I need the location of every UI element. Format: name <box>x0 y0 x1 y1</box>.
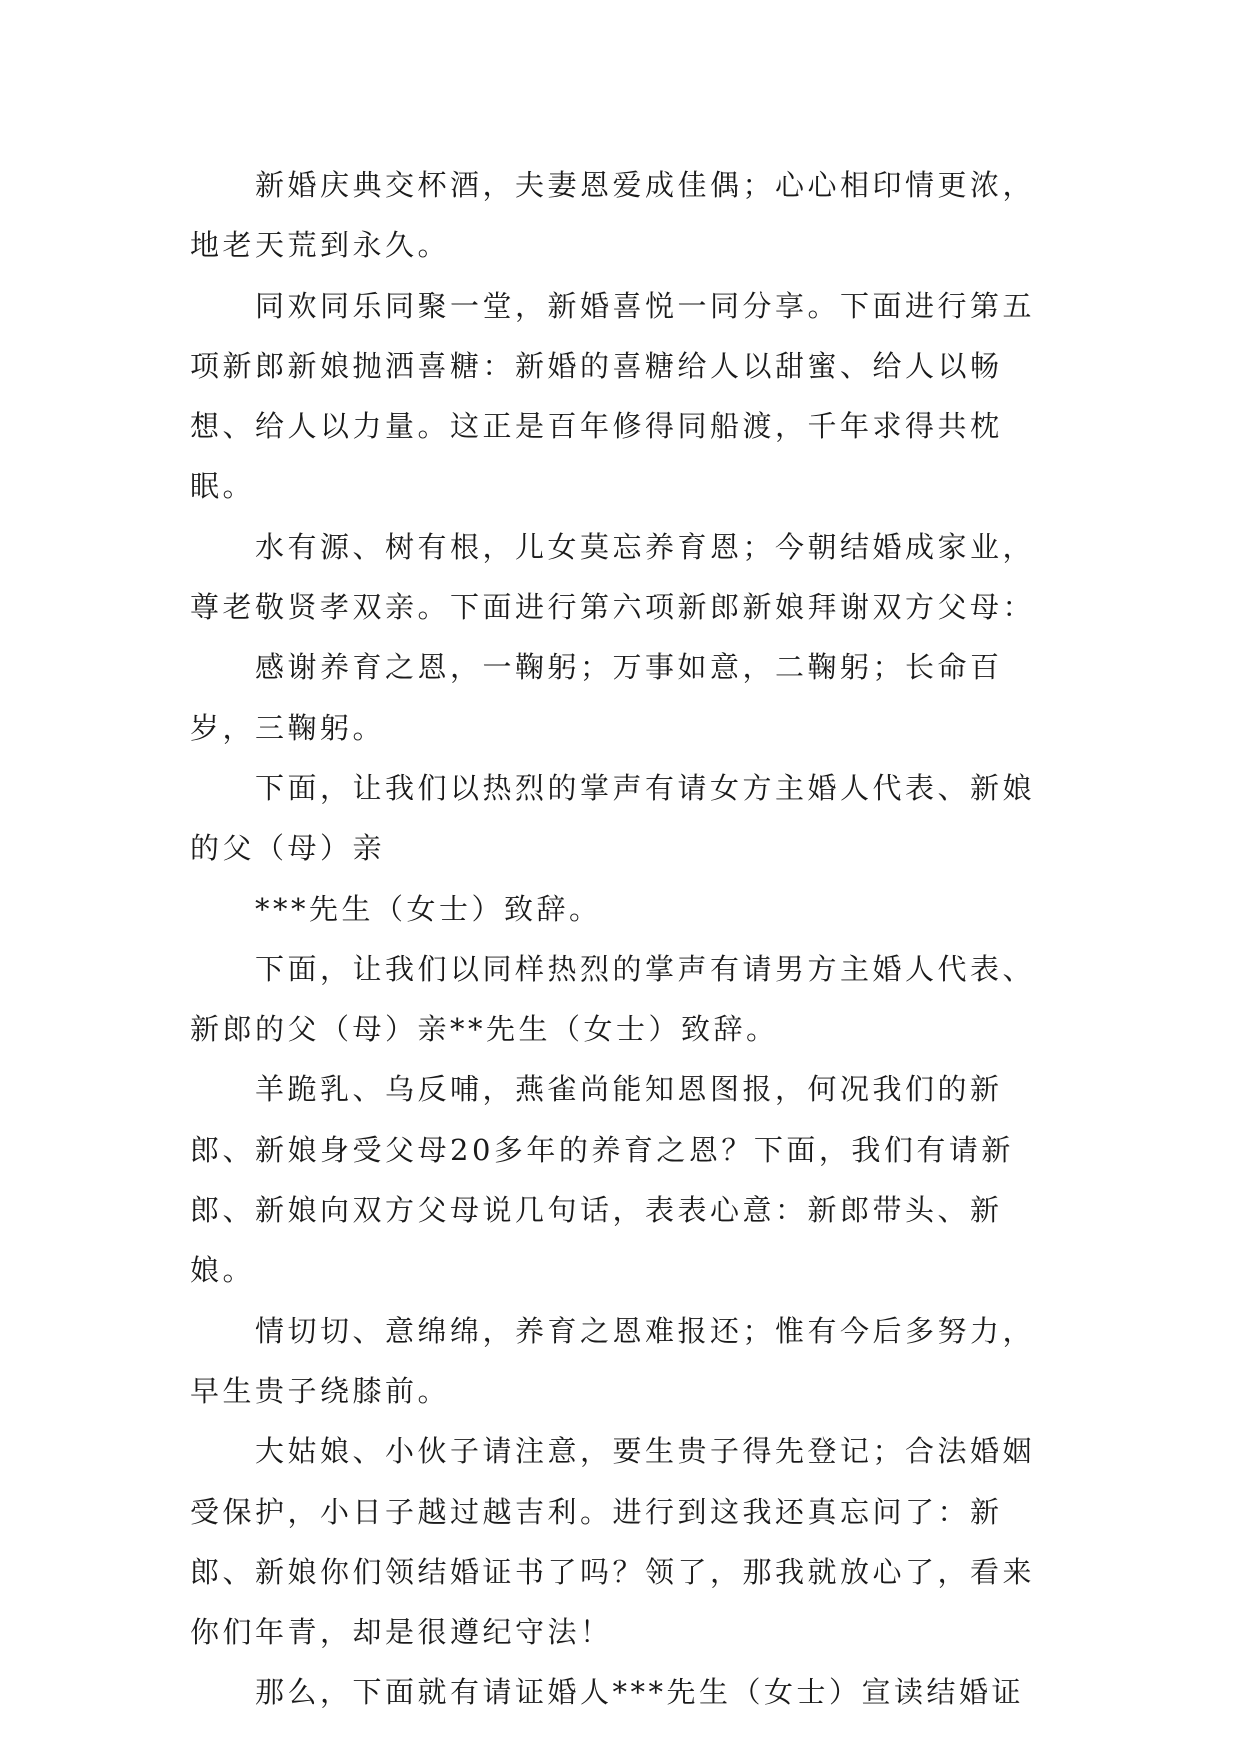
paragraph: 下面，让我们以同样热烈的掌声有请男方主婚人代表、新郎的父（母）亲**先生（女士）致辞。 <box>190 951 1036 1047</box>
document-body <box>190 155 1060 1723</box>
paragraph: 水有源、树有根，儿女莫忘养育恩；今朝结婚成家业，尊老敬贤孝双亲。下面进行第六项新郎新娘拜谢双方父母： <box>190 529 1036 625</box>
paragraph: 新婚庆典交杯酒，夫妻恩爱成佳偶；心心相印情更浓，地老天荒到永久。 <box>190 168 1036 263</box>
paragraph: 同欢同乐同聚一堂，新婚喜悦一同分享。下面进行第五项新郎新娘抛洒喜糖：新婚的喜糖给人以甜蜜、给人以畅想、给人以力量。这正是百年修得同船渡，千年求得共枕眠。 <box>190 288 1036 504</box>
paragraph: 大姑娘、小伙子请注意，要生贵子得先登记；合法婚姻受保护，小日子越过越吉利。进行到这我还真忘问了：新郎、新娘你们领结婚证书了吗？领了，那我就放心了，看来你们年青，却是很遵纪守法！ <box>190 1434 1036 1650</box>
paragraph: 感谢养育之恩，一鞠躬；万事如意，二鞠躬；长命百岁，三鞠躬。 <box>190 650 1003 745</box>
paragraph: 情切切、意绵绵，养育之恩难报还；惟有今后多努力，早生贵子绕膝前。 <box>190 1313 1036 1408</box>
paragraph: 下面，让我们以热烈的掌声有请女方主婚人代表、新娘的父（母）亲 <box>190 770 1036 866</box>
paragraph: 羊跪乳、乌反哺，燕雀尚能知恩图报，何况我们的新郎、新娘身受父母20多年的养育之恩？下面，我们有请新郎、新娘向双方父母说几句话，表表心意：新郎带头、新娘。 <box>190 1072 1014 1288</box>
paragraph: 那么，下面就有请证婚人***先生（女士）宣读结婚证 <box>255 1675 1025 1710</box>
paragraph: ***先生（女士）致辞。 <box>255 891 602 926</box>
